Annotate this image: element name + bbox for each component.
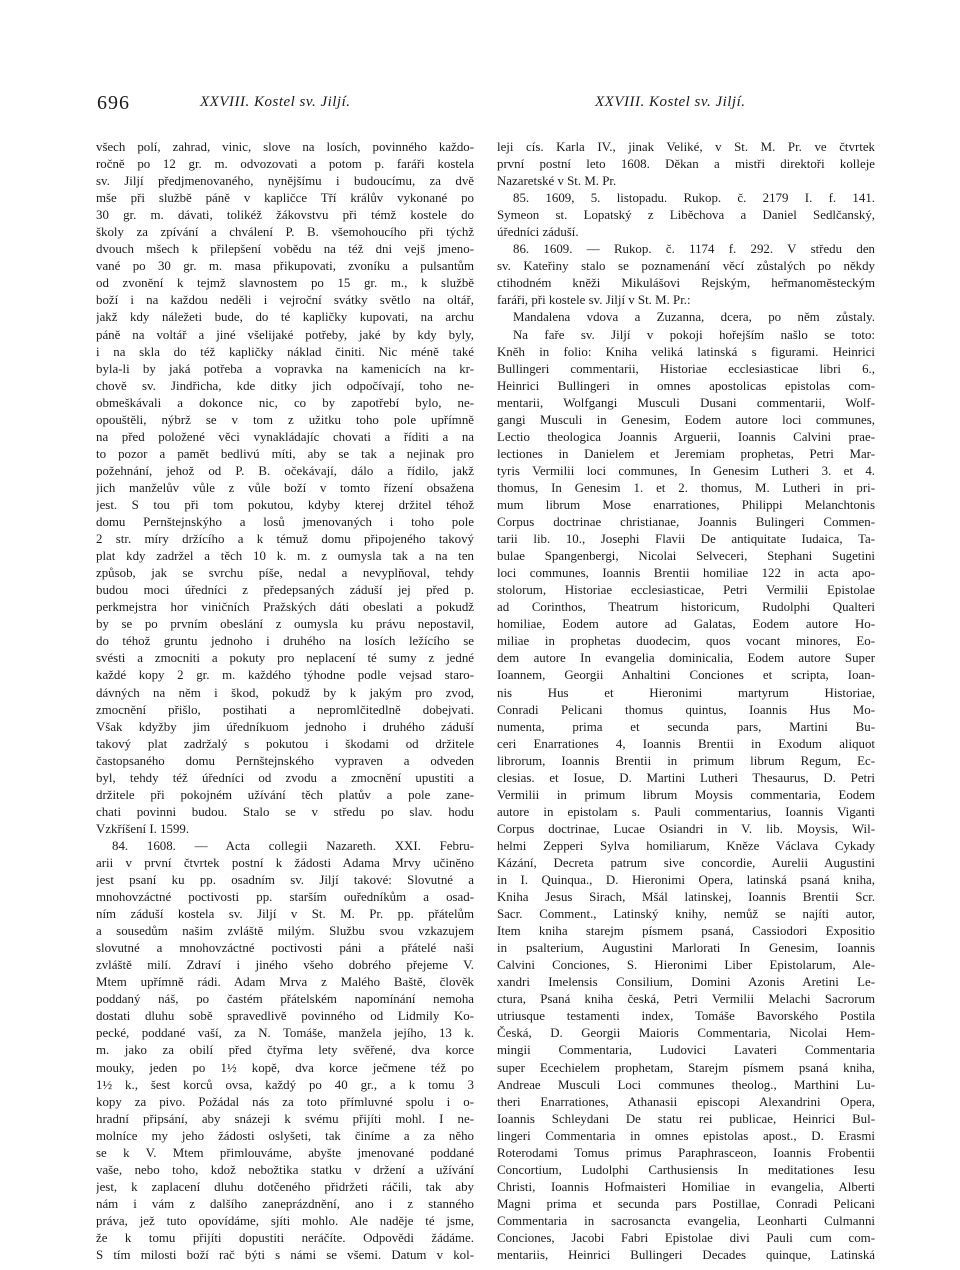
text-line: tyris Vermilii loci communes, In Genesim Lutheri 3. et 4. — [497, 463, 875, 478]
text-line: Mtem upřímně rádi. Adam Mrva z Malého Baště, člověk — [96, 975, 474, 990]
text-line: zmocnění přišlo, postihati a nepromlčitedlně dobejvati. — [96, 702, 474, 717]
text-line: homiliae, Eodem autore ad Galatas, Eodem autore Ho- — [497, 617, 875, 632]
text-line: Commentaria in sacrosancta evangelia, Leonharti Culmanni — [497, 1213, 875, 1228]
text-line: jest, k zaplacení dluhu dotčeného přidržeti ráčili, tak aby — [96, 1179, 474, 1194]
text-line: dvouch mšech k přilepšení vobědu na též dni vejš jmeno- — [96, 242, 474, 257]
text-line: Sacr. Comment., Latinský knihy, nemůž se najíti autor, — [497, 907, 875, 922]
text-line: každé kopy 2 gr. m. každého týhodne podle vejsad staro- — [96, 668, 474, 683]
text-line: domu Pernštejnskýho a losů jmenovaných i toho pole — [96, 515, 474, 530]
text-line: poddaný náš, po častém přátelském napomínání nemoha — [96, 992, 474, 1007]
text-line: Conradi Pelicani thomus quintus, Ioannis Hus Mo- — [497, 702, 875, 717]
text-line: ročně po 12 gr. m. odvozovati a potom p. faráři kostela — [96, 157, 474, 172]
text-line: vaše, nebo toho, kdož nebožtika statku v držení a užívání — [96, 1162, 474, 1177]
text-line: jest. S tou při tom pokutou, kdyby kterej držitel téhož — [96, 497, 474, 512]
text-line: Vermilii in primum librum Moysis commentaria, Eodem — [497, 787, 875, 802]
text-line: opouštěli, nýbrž se v tom z užitku toho pole upřímně — [96, 412, 474, 427]
text-line: Kniha Jesus Sirach, Mšál latinskej, Ioannis Brentii Scr. — [497, 890, 875, 905]
text-line: držitele při pokojném užívání těch platův a pole zane- — [96, 787, 474, 802]
text-line: úředníci záduší. — [497, 225, 579, 240]
text-line: budou moci úředníci z předepsaných záduší jej před p. — [96, 583, 474, 598]
text-line: Bullingeri commentarii, Historiae ecclesiasticae libri 6., — [497, 361, 875, 376]
text-line: Heinrici Bullingeri in omnes apostolicas epistolas com- — [497, 378, 875, 393]
left-text-column — [96, 139, 474, 1264]
text-line: byla-li by jaká potřeba a vopravka na kamenicích na kr- — [96, 361, 474, 376]
page-header — [0, 92, 960, 120]
text-line: Vzkříšení I. 1599. — [96, 821, 190, 836]
text-line: dostati dluhu sobě spravedlivě povinného od Lidmily Ko- — [96, 1009, 474, 1024]
text-line: Corpus doctrinae, Lucae Osiandri in V. lib. Moysis, Wil- — [497, 821, 875, 836]
text-line: jich manželův vůle z vůle boží v tomto řízení obsažena — [96, 480, 474, 495]
text-line: perkmejstra hor viničních Pražských dáti obeslati a pokudž — [96, 600, 474, 615]
text-line: takový plat zadržalý s pokutou i škodami od držitele — [96, 736, 474, 751]
text-line: Concortium, Ludolphi Carthusiensis In meditationes Iesu — [497, 1162, 875, 1177]
text-line: thomus, In Genesim 1. et 2. thomus, M. Lutheri in pri- — [497, 480, 875, 495]
text-line: Roterodami Tomus primus Paraphrasceon, Ioannis Frobentii — [497, 1145, 875, 1160]
text-line: mentarii, Wolfgangi Musculi Dusani commentarii, Wolf- — [497, 395, 875, 410]
text-line: mentariis, Heinrici Bullingeri Decades quinque, Latinská — [497, 1248, 875, 1263]
text-line: Česká, D. Georgii Maioris Commentaria, Nicolai Hem- — [497, 1026, 875, 1041]
text-line: Christi, Ioannis Hofmaisteri Homiliae in evangelia, Alberti — [497, 1179, 875, 1194]
text-line: páně na voltář a jiné všelijaké potřeby, jaké by kdy byly, — [96, 327, 474, 342]
text-line: i na skla do též kapličky náklad činiti. Nic méně také — [96, 344, 474, 359]
text-line: mingii Commentaria, Ludovici Lavateri Commentaria — [497, 1043, 875, 1058]
text-line: Conciones, Jacobi Fabri Epistolae divi Pauli cum com- — [497, 1231, 875, 1245]
text-line: ním záduší kostela sv. Jiljí v St. M. Pr. pp. přátelům — [96, 907, 474, 922]
text-line: lectiones in Danielem et Jeremiam prophetas, Petri Mar- — [497, 446, 875, 461]
text-line: zvláště milí. Zdraví i jiného všeho dobrého přejeme V. — [96, 958, 474, 973]
running-head-right: XXVIII. Kostel sv. Jiljí. — [595, 94, 746, 110]
text-line: a sousedům našim zvláště milým. Službu svou vzkazujem — [96, 924, 474, 939]
text-line: mnohovzáctné poctivosti pp. starším ouředníkům a osad- — [96, 890, 474, 905]
text-line: byl, tehdy též úředníci od zvodu a zmocnění upustiti a — [96, 770, 474, 785]
text-line: Mandalena vdova a Zuzanna, dcera, po něm zůstaly. — [513, 310, 875, 325]
text-line: gangi Musculi in Genesim, Eodem autore loci communes, — [497, 412, 875, 427]
text-line: in psalterium, Augustini Marlorati In Genesim, Ioannis — [497, 941, 875, 956]
text-line: m. jako za obilí před čtyřma lety svěřené, dva korce — [96, 1043, 474, 1058]
text-line: se k V. Mtem přimlouváme, abyšte jmenované poddané — [96, 1145, 474, 1160]
text-line: numenta, prima et secunda pars, Martini Bu- — [497, 719, 875, 734]
text-line: stolorum, Historiae ecclesiasticae, Petri Vermilii Epistolae — [497, 583, 875, 598]
page-number: 696 — [97, 92, 130, 114]
text-line: mum librum Mose enarrationes, Philippi Melanchtonis — [497, 497, 875, 512]
text-line: arii v první čtvrtek postní k žádosti Adama Mrvy učiněno — [96, 855, 474, 870]
text-line: školy za zpívání a chválení P. B. všemohoucího při týchž — [96, 225, 474, 240]
text-line: helmi Zepperi Sylva homiliarum, Kněze Václava Cykady — [497, 838, 875, 853]
text-line: clesias. et Iosue, D. Martini Lutheri Thesaurus, D. Petri — [497, 770, 875, 785]
text-line: od zvonění k tejmž slavnostem po 15 gr. m., k službě — [96, 276, 474, 291]
text-line: theri Enarrationes, Athanasii episcopi Alexandrini Opera, — [497, 1094, 875, 1109]
text-line: Corpus doctrinae christianae, Joannis Bulingeri Commen- — [497, 515, 875, 530]
text-line: Kněh in folio: Kniha veliká latinská s figurami. Heinrici — [497, 344, 875, 359]
text-line: 2 str. míry držícího a k témuž domu připojeného takový — [96, 532, 474, 547]
text-line: kopy za pivo. Požádal nás za toto přímluvné spolu i o- — [96, 1094, 474, 1109]
text-line: chati povinni budou. Stalo se v středu po slav. hodu — [96, 804, 474, 819]
text-line: xandri Imelensis Consilium, Domini Azonis Aretini Le- — [497, 975, 875, 990]
text-line: ctihodném kněži Mikulášovi Rejským, heřmanoměsteckým — [497, 276, 875, 291]
text-line: Kázání, Decreta patrum sive concordie, Aurelii Augustini — [497, 855, 875, 870]
text-line: Lectio theologica Joannis Arguerii, Ioannis Calvini prae- — [497, 429, 875, 444]
text-line: 86. 1609. — Rukop. č. 1174 f. 292. V středu den — [513, 242, 875, 257]
text-line: svésti a zmocniti a pokuty pro neplacení té sumy z jedné — [96, 651, 474, 666]
text-line: způsob, jak se svrchu píše, nedal a nevyplňoval, tehdy — [96, 566, 474, 581]
text-line: ctura, Psaná kniha česká, Petri Vermilii Melachi Sacrorum — [497, 992, 875, 1007]
text-line: tarii lib. 10., Josephi Flavii De antiquitate Iudaica, Ta- — [497, 532, 875, 547]
text-line: Ioannem, Georgii Anhaltini Conciones et scripta, Ioan- — [497, 668, 875, 683]
text-line: nám i vám z dalšího zaneprázdnění, ano i z stanného — [96, 1196, 474, 1211]
text-line: dávných na něm i škod, pokudž by k jakým pro zvod, — [96, 685, 474, 700]
text-line: loci communes, Ioannis Brentii homiliae 122 in acta apo- — [497, 566, 875, 581]
text-line: 1½ k., šest korců ovsa, každý po 40 gr., a k tomu 3 — [96, 1077, 474, 1092]
text-line: mše při službě páně v kapličce Tří králův vykonané po — [96, 191, 474, 206]
text-line: sv. Jiljí předjmenovaného, nynějšímu i budoucímu, za dvě — [96, 174, 474, 189]
text-line: miliae in prophetas duodecim, quos vocant minores, Eo- — [497, 634, 875, 649]
text-line: Calvini Conciones, S. Hieronimi Liber Epistolarum, Ale- — [497, 958, 875, 973]
text-line: požehnání, jehož od P. B. očekávají, dálo a řídilo, jakž — [96, 463, 474, 478]
text-line: pecké, poddané vaší, za N. Tomáše, manžela jejího, 13 k. — [96, 1026, 474, 1041]
text-line: že k tomu přijíti dopustiti neráčíte. Odpovědi žádáme. — [96, 1231, 474, 1245]
text-line: častopsaného domu Pernštejnského vypraven a odveden — [96, 753, 474, 768]
text-line: na před položené věci vynakládajíc chovati a říditi a na — [96, 429, 474, 444]
text-line: obmeškávali a dokonce nic, co by zapotřebí bylo, ne- — [96, 395, 474, 410]
text-line: Symeon st. Lopatský z Liběchova a Daniel Sedlčanský, — [497, 208, 875, 223]
text-line: ceri Enarrationes 4, Ioannis Brentii in Exodum aliquot — [497, 736, 875, 751]
right-text-column — [497, 139, 875, 1264]
text-line: nis Hus et Hieronimi martyrum Historiae, — [497, 685, 875, 700]
text-line: Na faře sv. Jiljí v pokoji hořejším našlo se toto: — [513, 327, 875, 342]
text-line: do téhož gruntu jednoho i druhého na losích ležícího se — [96, 634, 474, 649]
text-line: lingeri Commentaria in omnes epistolas apost., D. Erasmi — [497, 1128, 875, 1143]
text-line: jakž kdy náležeti bude, do té kapličky kupovati, na archu — [96, 310, 474, 325]
text-line: sv. Kateřiny stalo se poznamenání věcí zůstalých po někdy — [497, 259, 875, 274]
text-line: faráři, při kostele sv. Jiljí v St. M. Pr.: — [497, 293, 691, 308]
text-line: utriusque testamenti index, Tomáše Bavorského Postila — [497, 1009, 875, 1024]
text-line: Andreae Musculi Loci communes theolog., Marthini Lu- — [497, 1077, 875, 1092]
text-line: vané po 30 gr. m. masa přikupovati, zvoníku a pulsantům — [96, 259, 474, 274]
text-line: to pozor a pamět bedlivú míti, aby se tak a nejinak pro — [96, 446, 474, 461]
text-line: 85. 1609, 5. listopadu. Rukop. č. 2179 I. f. 141. — [513, 191, 875, 206]
text-line: práva, jež tuto opovídáme, sjíti mohlo. Ale naděje té jsme, — [96, 1213, 474, 1228]
running-head-left: XXVIII. Kostel sv. Jiljí. — [200, 94, 351, 110]
text-line: in I. Quinqua., D. Hieronimi Opera, latinská psaná kniha, — [497, 873, 875, 888]
text-line: Nazaretské v St. M. Pr. — [497, 174, 617, 189]
text-line: super Ecechielem prophetam, Starejm písmem psaná kniha, — [497, 1060, 875, 1075]
text-line: Ioannis Schleydani De statu rei publicae, Heinrici Bul- — [497, 1111, 875, 1126]
text-line: Item kniha starejm písmem psaná, Cassiodori Expositio — [497, 924, 875, 939]
text-line: hradní připsání, aby snázeji k svému přijíti mohl. I ne- — [96, 1111, 474, 1126]
text-line: by se po prvním obeslání z oumysla ku právu nepostavil, — [96, 617, 474, 632]
text-line: autore in epistolam s. Pauli commentarius, Ioannis Viganti — [497, 804, 875, 819]
text-line: mouky, jeden po 1½ kopě, dva korce ječmene též po — [96, 1060, 474, 1075]
text-line: boží i na každou neděli i vejroční svátky světlo na oltář, — [96, 293, 474, 308]
text-line: slovutné a mnohovzáctné poctivosti páni a přátelé naši — [96, 941, 474, 956]
text-line: ad Corinthos, Theatrum historicum, Rudolphi Qualteri — [497, 600, 875, 615]
text-line: 30 gr. m. dávati, tolikéž žákovstvu při témž kostele do — [96, 208, 474, 223]
text-line: jest psaní ku pp. osadním sv. Jiljí takové: Slovutné a — [96, 873, 474, 888]
text-line: všech polí, zahrad, vinic, slove na losích, povinného každo- — [96, 140, 474, 154]
text-line: plat kdy zadržel a těch 10 k. m. z oumysla tak a na ten — [96, 549, 474, 564]
text-line: leji cís. Karla IV., jinak Veliké, v St. M. Pr. ve čtvrtek — [497, 140, 875, 154]
text-line: Však kdyžby jim úředníkuom jednoho i druhého záduší — [96, 719, 474, 734]
text-line: první postní leto 1608. Děkan a mistři direktoři kolleje — [497, 157, 875, 172]
text-line: dem autore In evangelia dominicalia, Eodem autore Super — [497, 651, 875, 666]
text-line: Magni prima et secunda pars Postillae, Conradi Pelicani — [497, 1196, 875, 1211]
text-line: molníce my jeho žádosti oslyšeti, tak činíme a za něho — [96, 1128, 474, 1143]
text-line: bulae Spangenbergi, Nicolai Selveceri, Stephani Sugetini — [497, 549, 875, 564]
text-line: S tím milosti boží rač býti s námi se všemi. Datum v kol- — [96, 1248, 474, 1263]
text-line: chově sv. Jindřicha, kde ditky jich odpočívají, toho ne- — [96, 378, 474, 393]
text-line: 84. 1608. — Acta collegii Nazareth. XXI. Febru- — [112, 838, 474, 853]
text-line: librorum, Ioannis Brentii in primum librum Regum, Ec- — [497, 753, 875, 768]
